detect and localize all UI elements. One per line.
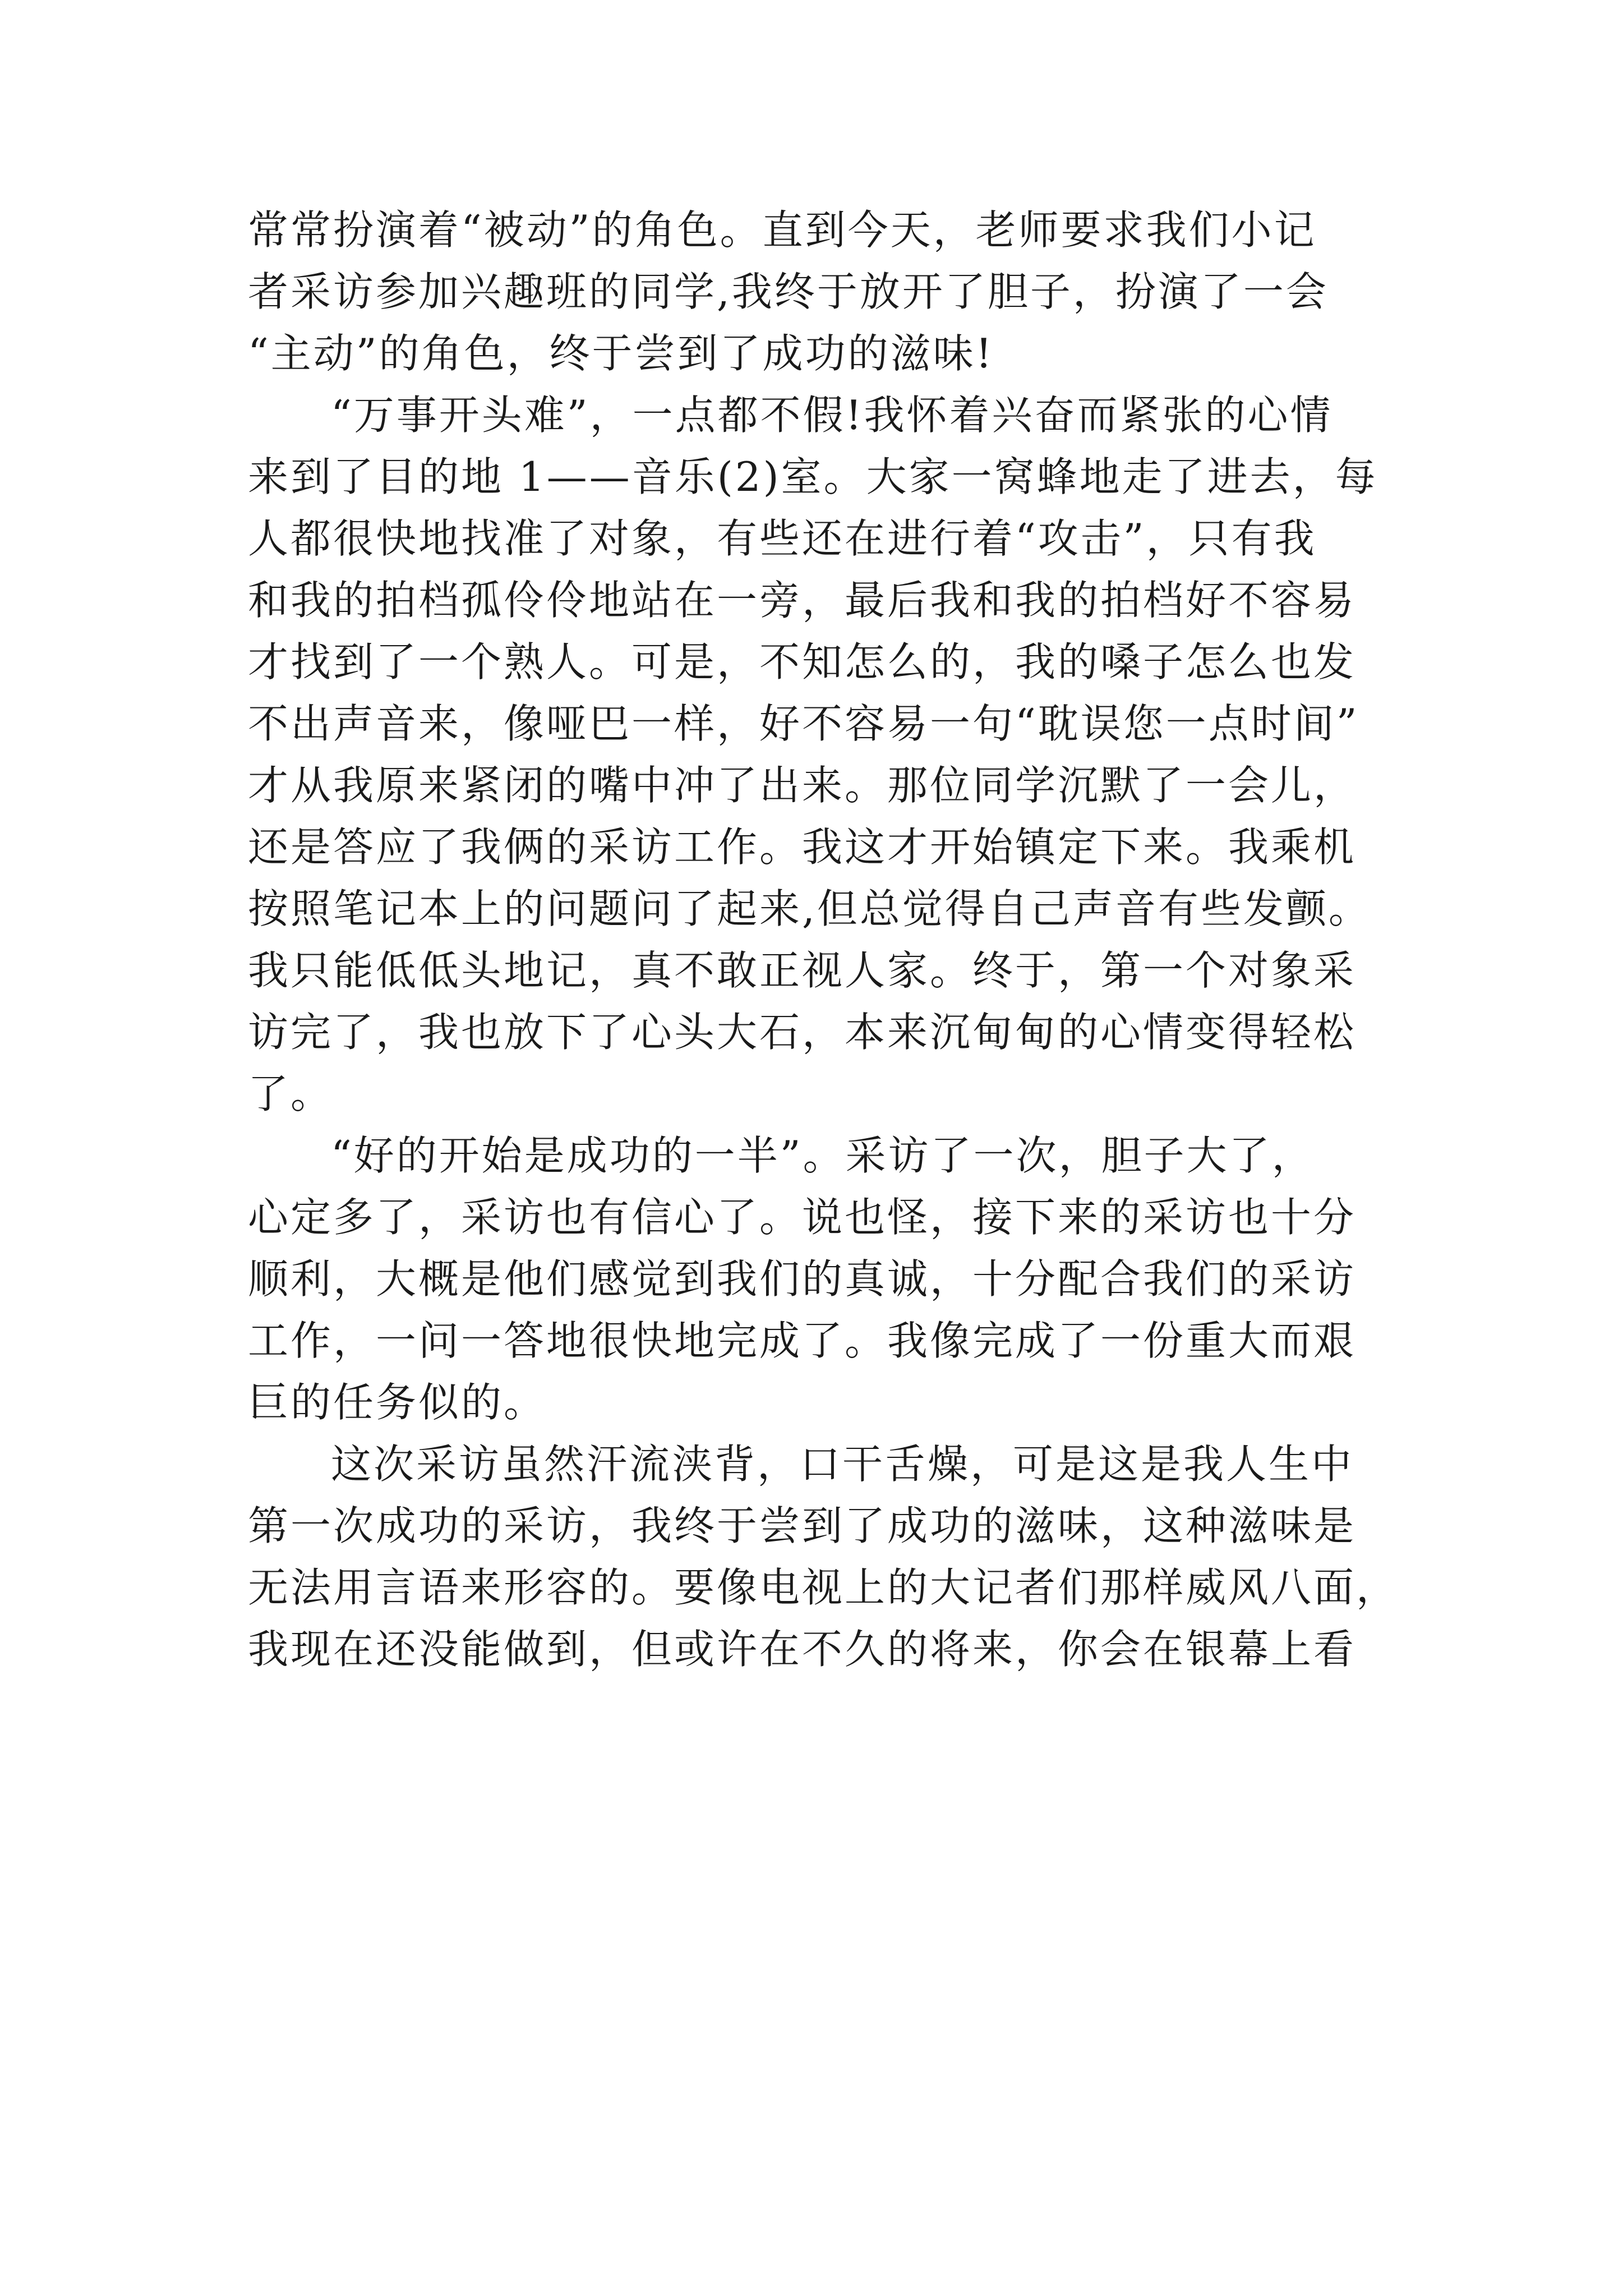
text-line: 常常扮演着“被动”的角色。直到今天，老师要求我们小记 bbox=[248, 206, 1317, 254]
body-text bbox=[248, 199, 1399, 1680]
text-line: 者采访参加兴趣班的同学,我终于放开了胆子，扮演了一会 bbox=[248, 268, 1329, 315]
text-line: 还是答应了我俩的采访工作。我这才开始镇定下来。我乘机 bbox=[248, 823, 1357, 871]
text-line: 和我的拍档孤伶伶地站在一旁，最后我和我的拍档好不容易 bbox=[248, 577, 1357, 624]
text-line: 无法用言语来形容的。要像电视上的大记者们那样威风八面， bbox=[248, 1564, 1399, 1611]
text-line: 我现在还没能做到，但或许在不久的将来，你会在银幕上看 bbox=[248, 1626, 1357, 1673]
text-line: 才从我原来紧闭的嘴中冲了出来。那位同学沉默了一会儿， bbox=[248, 762, 1357, 809]
text-line: 心定多了，采访也有信心了。说也怪，接下来的采访也十分 bbox=[248, 1194, 1357, 1241]
text-line: 了。 bbox=[248, 1070, 334, 1117]
text-line: 才找到了一个熟人。可是，不知怎么的，我的嗓子怎么也发 bbox=[248, 638, 1357, 685]
text-line: “主动”的角色，终于尝到了成功的滋味! bbox=[248, 330, 994, 377]
paragraph-first-line: “好的开始是成功的一半”。采访了一次，胆子大了， bbox=[331, 1132, 1315, 1179]
text-line: 访完了，我也放下了心头大石，本来沉甸甸的心情变得轻松 bbox=[248, 1009, 1357, 1056]
text-line: 来到了目的地 1——音乐(2)室。大家一窝蜂地走了进去，每 bbox=[248, 453, 1378, 500]
paragraph-first-line: 这次采访虽然汗流浃背，口干舌燥，可是这是我人生中 bbox=[331, 1441, 1354, 1488]
text-line: 顺利，大概是他们感觉到我们的真诚，十分配合我们的采访 bbox=[248, 1255, 1357, 1303]
text-line: 不出声音来，像哑巴一样，好不容易一句“耽误您一点时间” bbox=[248, 700, 1359, 747]
text-line: 巨的任务似的。 bbox=[248, 1379, 547, 1426]
text-line: 工作，一问一答地很快地完成了。我像完成了一份重大而艰 bbox=[248, 1317, 1357, 1364]
text-line: 人都很快地找准了对象，有些还在进行着“攻击”，只有我 bbox=[248, 515, 1317, 562]
text-line: 我只能低低头地记，真不敢正视人家。终于，第一个对象采 bbox=[248, 947, 1357, 994]
paragraph-first-line: “万事开头难”，一点都不假!我怀着兴奋而紧张的心情 bbox=[331, 392, 1333, 439]
text-line: 按照笔记本上的问题问了起来,但总觉得自己声音有些发颤。 bbox=[248, 885, 1371, 932]
text-line: 第一次成功的采访，我终于尝到了成功的滋味，这种滋味是 bbox=[248, 1502, 1357, 1549]
